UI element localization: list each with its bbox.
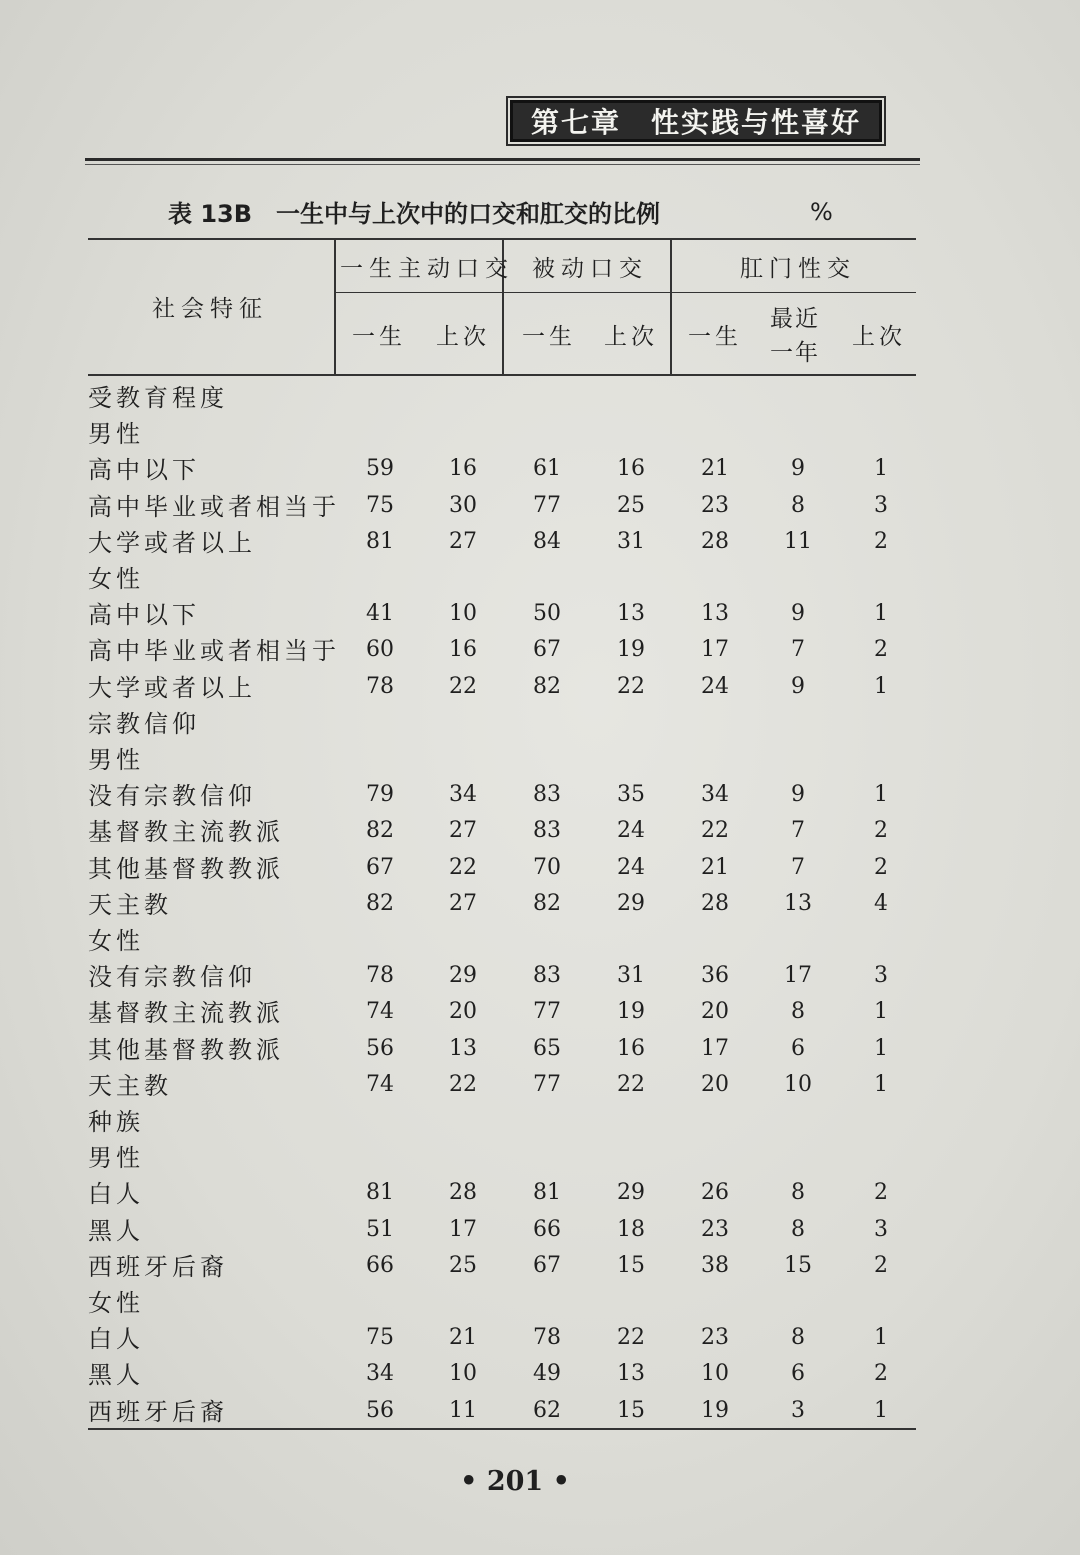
table-row <box>0 921 1080 957</box>
table-cell: 17 <box>449 1216 477 1242</box>
table-cell: 13 <box>784 890 812 916</box>
table-cell: 7 <box>791 854 805 880</box>
table-cell: 81 <box>366 528 394 554</box>
table-cell: 21 <box>701 854 729 880</box>
table-row <box>0 885 1080 921</box>
table-cell: 3 <box>874 492 888 518</box>
group-header-active-oral: 一生主动口交 <box>340 256 514 282</box>
table-cell: 56 <box>366 1397 394 1423</box>
table-cell: 8 <box>791 1180 805 1206</box>
subheader-last: 上次 <box>436 324 490 350</box>
table-cell: 16 <box>617 1035 645 1061</box>
table-cell: 24 <box>617 818 645 844</box>
table-cell: 81 <box>366 1180 394 1206</box>
table-title: 表 13B 一生中与上次中的口交和肛交的比例 <box>168 200 661 228</box>
table-cell: 10 <box>449 601 477 627</box>
table-cell: 3 <box>874 1216 888 1242</box>
row-label: 女性 <box>88 1289 144 1317</box>
table-row <box>0 957 1080 993</box>
table-cell: 77 <box>533 1071 561 1097</box>
table-row <box>0 1319 1080 1355</box>
table-cell: 19 <box>617 999 645 1025</box>
table-unit: % <box>810 198 833 226</box>
table-cell: 81 <box>533 1180 561 1206</box>
table-cell: 6 <box>791 1035 805 1061</box>
table-cell: 25 <box>449 1252 477 1278</box>
table-cell: 1 <box>874 601 888 627</box>
table-row <box>0 1247 1080 1283</box>
table-cell: 1 <box>874 999 888 1025</box>
subheader-last: 上次 <box>852 324 906 350</box>
row-label: 西班牙后裔 <box>88 1252 228 1281</box>
row-label: 高中以下 <box>88 601 200 630</box>
table-row <box>0 668 1080 704</box>
table-cell: 24 <box>701 673 729 699</box>
table-row <box>0 559 1080 595</box>
table-cell: 22 <box>449 1071 477 1097</box>
table-cell: 15 <box>784 1252 812 1278</box>
table-row <box>0 704 1080 740</box>
page-number: • 201 • <box>460 1466 570 1497</box>
table-cell: 27 <box>449 890 477 916</box>
table-cell: 36 <box>701 963 729 989</box>
table-cell: 60 <box>366 637 394 663</box>
table-row <box>0 1283 1080 1319</box>
table-cell: 67 <box>366 854 394 880</box>
table-cell: 17 <box>701 1035 729 1061</box>
table-row <box>0 993 1080 1029</box>
table-row <box>0 414 1080 450</box>
table-cell: 77 <box>533 999 561 1025</box>
table-row <box>0 1066 1080 1102</box>
table-row <box>0 1030 1080 1066</box>
table-cell: 22 <box>617 1071 645 1097</box>
table-cell: 38 <box>701 1252 729 1278</box>
subheader-lifetime: 一生 <box>522 324 576 350</box>
table-row <box>0 487 1080 523</box>
table-cell: 61 <box>533 456 561 482</box>
table-cell: 78 <box>366 963 394 989</box>
table-cell: 22 <box>701 818 729 844</box>
row-label: 天主教 <box>88 1071 172 1100</box>
table-cell: 2 <box>874 1361 888 1387</box>
table-row <box>0 523 1080 559</box>
table-cell: 9 <box>791 673 805 699</box>
table-row <box>0 595 1080 631</box>
table-cell: 23 <box>701 492 729 518</box>
table-row <box>0 631 1080 667</box>
table-cell: 22 <box>449 673 477 699</box>
row-label: 宗教信仰 <box>88 709 200 738</box>
row-label: 大学或者以上 <box>88 528 256 557</box>
table-cell: 67 <box>533 637 561 663</box>
table-cell: 13 <box>449 1035 477 1061</box>
table-cell: 2 <box>874 1252 888 1278</box>
row-label: 高中毕业或者相当于 <box>88 492 340 521</box>
row-label: 没有宗教信仰 <box>88 963 256 992</box>
table-cell: 83 <box>533 782 561 808</box>
table-cell: 23 <box>701 1216 729 1242</box>
table-cell: 1 <box>874 782 888 808</box>
table-cell: 3 <box>874 963 888 989</box>
table-cell: 34 <box>701 782 729 808</box>
row-label: 黑人 <box>88 1216 144 1245</box>
table-row <box>0 1102 1080 1138</box>
row-label: 黑人 <box>88 1361 144 1390</box>
row-label: 男性 <box>88 420 144 449</box>
row-label: 高中毕业或者相当于 <box>88 637 340 666</box>
table-cell: 67 <box>533 1252 561 1278</box>
table-cell: 82 <box>366 818 394 844</box>
table-cell: 31 <box>617 528 645 554</box>
row-label: 其他基督教教派 <box>88 1035 284 1064</box>
row-label: 男性 <box>88 746 144 774</box>
table-cell: 2 <box>874 528 888 554</box>
table-cell: 21 <box>449 1325 477 1351</box>
chapter-header: 第七章 性实践与性喜好 <box>510 100 882 142</box>
table-cell: 22 <box>617 673 645 699</box>
row-label: 男性 <box>88 1144 144 1173</box>
table-cell: 1 <box>874 1397 888 1423</box>
table-row <box>0 812 1080 848</box>
table-cell: 11 <box>449 1397 477 1423</box>
table-cell: 13 <box>617 1361 645 1387</box>
table-cell: 31 <box>617 963 645 989</box>
subheader-last: 上次 <box>604 324 658 350</box>
table-cell: 8 <box>791 999 805 1025</box>
row-label: 白人 <box>88 1325 144 1354</box>
table-cell: 79 <box>366 782 394 808</box>
table-cell: 2 <box>874 1180 888 1206</box>
table-cell: 27 <box>449 528 477 554</box>
row-label: 高中以下 <box>88 456 200 485</box>
table-cell: 2 <box>874 637 888 663</box>
table-cell: 8 <box>791 492 805 518</box>
row-label: 没有宗教信仰 <box>88 782 256 811</box>
stub-header: 社会特征 <box>152 296 268 322</box>
table-cell: 30 <box>449 492 477 518</box>
table-cell: 50 <box>533 601 561 627</box>
table-cell: 15 <box>617 1397 645 1423</box>
table-cell: 27 <box>449 818 477 844</box>
table-cell: 2 <box>874 818 888 844</box>
table-cell: 1 <box>874 673 888 699</box>
table-cell: 4 <box>874 890 888 916</box>
table-cell: 10 <box>449 1361 477 1387</box>
table-cell: 65 <box>533 1035 561 1061</box>
table-cell: 34 <box>366 1361 394 1387</box>
table-cell: 7 <box>791 818 805 844</box>
table-cell: 20 <box>701 1071 729 1097</box>
row-label: 基督教主流教派 <box>88 999 284 1028</box>
table-cell: 66 <box>366 1252 394 1278</box>
table-cell: 13 <box>617 601 645 627</box>
table-cell: 13 <box>701 601 729 627</box>
table-cell: 9 <box>791 456 805 482</box>
table-cell: 3 <box>791 1397 805 1423</box>
table-cell: 10 <box>784 1071 812 1097</box>
table-row <box>0 1174 1080 1210</box>
table-cell: 1 <box>874 1325 888 1351</box>
table-cell: 16 <box>449 637 477 663</box>
table-cell: 6 <box>791 1361 805 1387</box>
table-cell: 25 <box>617 492 645 518</box>
row-label: 受教育程度 <box>88 384 228 412</box>
table-cell: 1 <box>874 456 888 482</box>
table-cell: 16 <box>617 456 645 482</box>
table-cell: 74 <box>366 999 394 1025</box>
table-cell: 29 <box>617 890 645 916</box>
table-cell: 20 <box>701 999 729 1025</box>
table-cell: 34 <box>449 782 477 808</box>
table-cell: 9 <box>791 782 805 808</box>
table-cell: 59 <box>366 456 394 482</box>
table-cell: 41 <box>366 601 394 627</box>
table-cell: 2 <box>874 854 888 880</box>
table-cell: 75 <box>366 492 394 518</box>
table-cell: 10 <box>701 1361 729 1387</box>
table-cell: 82 <box>533 890 561 916</box>
table-cell: 78 <box>366 673 394 699</box>
row-label: 其他基督教教派 <box>88 854 284 883</box>
row-label: 白人 <box>88 1180 144 1209</box>
table-cell: 56 <box>366 1035 394 1061</box>
table-cell: 9 <box>791 601 805 627</box>
table-row <box>0 1355 1080 1391</box>
subheader-past-year: 最近一年 <box>770 306 820 366</box>
row-label: 女性 <box>88 565 144 593</box>
table-cell: 19 <box>701 1397 729 1423</box>
row-label: 西班牙后裔 <box>88 1397 228 1426</box>
table-cell: 70 <box>533 854 561 880</box>
table-cell: 21 <box>701 456 729 482</box>
table-cell: 19 <box>617 637 645 663</box>
table-cell: 7 <box>791 637 805 663</box>
table-cell: 17 <box>784 963 812 989</box>
group-header-passive-oral: 被动口交 <box>532 256 648 282</box>
table-cell: 1 <box>874 1035 888 1061</box>
table-cell: 16 <box>449 456 477 482</box>
row-label: 天主教 <box>88 890 172 919</box>
table-cell: 15 <box>617 1252 645 1278</box>
table-cell: 49 <box>533 1361 561 1387</box>
row-label: 种族 <box>88 1108 144 1136</box>
group-header-anal: 肛门性交 <box>740 256 856 282</box>
table-cell: 8 <box>791 1216 805 1242</box>
table-cell: 62 <box>533 1397 561 1423</box>
table-cell: 22 <box>449 854 477 880</box>
table-cell: 28 <box>701 890 729 916</box>
table-cell: 18 <box>617 1216 645 1242</box>
row-label: 女性 <box>88 927 144 955</box>
table-row <box>0 1211 1080 1247</box>
table-cell: 77 <box>533 492 561 518</box>
table-cell: 23 <box>701 1325 729 1351</box>
table-cell: 22 <box>617 1325 645 1351</box>
table-cell: 83 <box>533 963 561 989</box>
table-cell: 78 <box>533 1325 561 1351</box>
table-cell: 20 <box>449 999 477 1025</box>
row-label: 大学或者以上 <box>88 673 256 702</box>
table-row <box>0 849 1080 885</box>
table-cell: 29 <box>617 1180 645 1206</box>
table-row <box>0 378 1080 414</box>
table-cell: 51 <box>366 1216 394 1242</box>
table-cell: 26 <box>701 1180 729 1206</box>
table-cell: 82 <box>366 890 394 916</box>
table-cell: 35 <box>617 782 645 808</box>
table-cell: 1 <box>874 1071 888 1097</box>
table-cell: 74 <box>366 1071 394 1097</box>
row-label: 基督教主流教派 <box>88 818 284 847</box>
table-cell: 29 <box>449 963 477 989</box>
table-cell: 17 <box>701 637 729 663</box>
subheader-lifetime: 一生 <box>688 324 742 350</box>
table-bottom-rule <box>88 1428 916 1430</box>
table-cell: 28 <box>701 528 729 554</box>
table-cell: 82 <box>533 673 561 699</box>
table-row <box>0 776 1080 812</box>
table-row <box>0 740 1080 776</box>
table-row <box>0 1138 1080 1174</box>
table-cell: 75 <box>366 1325 394 1351</box>
subheader-lifetime: 一生 <box>352 324 406 350</box>
table-cell: 83 <box>533 818 561 844</box>
table-cell: 11 <box>784 528 812 554</box>
table-cell: 24 <box>617 854 645 880</box>
table-row <box>0 1392 1080 1428</box>
table-row <box>0 450 1080 486</box>
table-cell: 84 <box>533 528 561 554</box>
table-cell: 28 <box>449 1180 477 1206</box>
table-cell: 66 <box>533 1216 561 1242</box>
table-cell: 8 <box>791 1325 805 1351</box>
